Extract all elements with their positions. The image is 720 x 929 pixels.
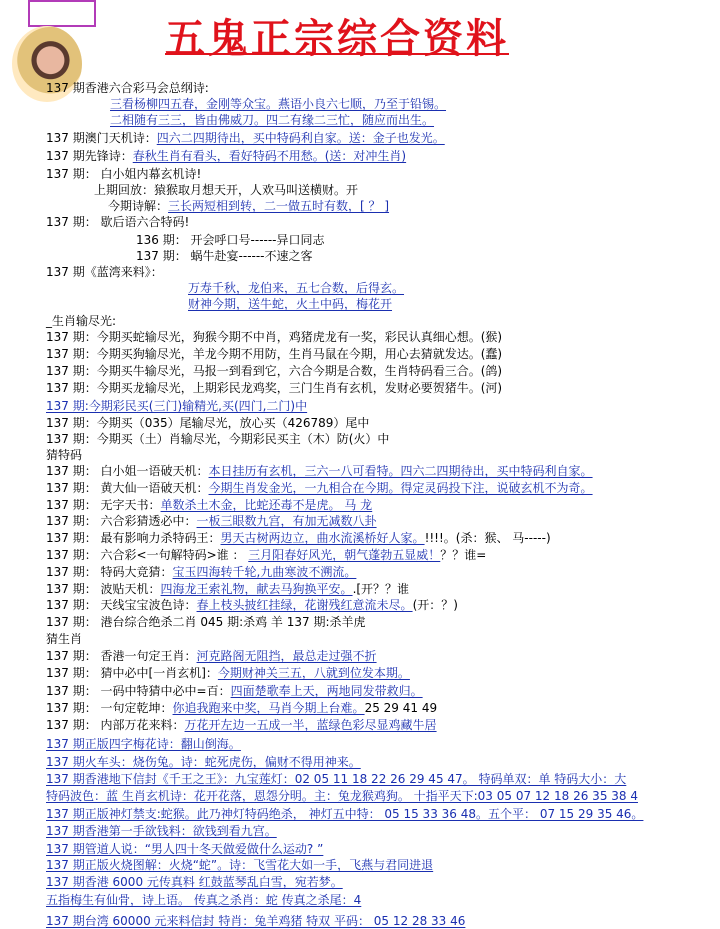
- line-link[interactable]: 四六二四期待出，买中特码利自家。送：金子也发光。: [156, 131, 445, 145]
- line-suffix: 25 29 41 49: [364, 701, 438, 715]
- line-label: 137 期香港 6000 元传真料 红鼓蓝琴乱白雪，宛若梦。: [46, 875, 343, 889]
- text-line: [110, 112, 434, 128]
- line-label: 137 期： 最有影响力杀特码王：: [46, 531, 221, 545]
- text-line: [46, 648, 377, 664]
- line-label: 137 期： 天线宝宝波色诗：: [46, 598, 197, 612]
- line-label: 137 期：今期买蛇输尽光，狗猴今期不中肖，鸡猪虎龙有一奖，彩民认真细心想。(猴): [46, 330, 503, 344]
- text-line[interactable]: [46, 736, 241, 752]
- line-link[interactable]: 四面楚歌奉上天，两地同发带救归。: [230, 684, 423, 698]
- text-line[interactable]: [46, 892, 361, 908]
- line-label: 137 期澳门天机诗：: [46, 131, 157, 145]
- text-line: [188, 296, 392, 312]
- line-label: 三看杨柳四五春，金刚等众宝。燕语小良六七顺，乃至于铅锡。: [110, 97, 447, 111]
- line-label: 二相随有三三，皆由佛威刀。四二有缘二三忙，随应而出生。: [110, 113, 435, 127]
- line-label: 137 期：今期买（土）肖输尽光，今期彩民买主（木）防(火）中: [46, 432, 390, 446]
- line-label: 136 期： 开会呼口号------异口同志: [136, 233, 325, 247]
- text-line: [46, 700, 437, 716]
- text-line: [46, 564, 356, 580]
- line-label: 137 期： 内部万花来料：: [46, 718, 185, 732]
- line-suffix: .[开？？谁: [352, 582, 410, 596]
- line-link[interactable]: 春上枝头披红挂绿，花谢残红意流未尽。: [196, 598, 413, 612]
- line-label: 137 期： 六合彩<一句解特码>谁 ：: [46, 548, 249, 562]
- line-label: 137 期火车头：烧伤兔。诗：蛇死虎伤，偏财不得用神来。: [46, 755, 361, 769]
- line-suffix: ？？谁=: [440, 548, 487, 562]
- text-line: [46, 480, 593, 496]
- text-line: [46, 665, 410, 681]
- text-line: [46, 80, 209, 96]
- text-line: [46, 530, 551, 546]
- text-line: [46, 463, 593, 479]
- text-line[interactable]: [46, 857, 433, 873]
- text-line: [46, 313, 116, 329]
- line-label: 137 期： 蜗牛赴宴------不速之客: [136, 249, 313, 263]
- line-label: 137 期： 白小姐内幕玄机诗!: [46, 167, 202, 181]
- text-line: [46, 148, 406, 164]
- line-link[interactable]: 万花开左边一五成一半，蓝绿色彩尽显鸡藏牛居: [184, 718, 437, 732]
- text-line[interactable]: [46, 771, 626, 787]
- text-line: [108, 198, 389, 214]
- line-link[interactable]: 四海龙王索礼物，献去马狗换平安。: [160, 582, 353, 596]
- text-line: [46, 380, 502, 396]
- line-link[interactable]: 本日挂历有玄机，三六一八可看特。四六二四期待出，买中特码利自家。: [208, 464, 593, 478]
- line-label: 137 期香港第一手欲钱料：欲钱到看九宫。: [46, 824, 277, 838]
- line-link[interactable]: 今期生肖发金光，一九相合在今期。得定灵码投下注，说破玄机不为奇。: [208, 481, 593, 495]
- text-line: [136, 232, 325, 248]
- line-label: 137 期： 黄大仙一语破天机：: [46, 481, 209, 495]
- text-line: [46, 166, 201, 182]
- text-line: [46, 631, 82, 647]
- line-label: 137 期： 特码大竞猜：: [46, 565, 173, 579]
- line-label: 137 期： 猜中必中[一肖玄机]：: [46, 666, 218, 680]
- line-label: 137 期正版火烧图解：火烧“蛇”。诗：飞雪花大如一手，飞燕与君同进退: [46, 858, 434, 872]
- line-label: 137 期：今期买（035）尾输尽光，放心买（426789）尾中: [46, 416, 370, 430]
- line-label: 137 期先锋诗：: [46, 149, 133, 163]
- text-line: [110, 96, 446, 112]
- text-line: [46, 431, 389, 447]
- text-line: [46, 214, 189, 230]
- line-label: 猜特码: [46, 448, 83, 462]
- line-link[interactable]: 你追我跑来中奖，马肖今期上台难。: [172, 701, 365, 715]
- text-line: [188, 280, 404, 296]
- text-line: [46, 130, 445, 146]
- line-label: 137 期管道人说：“男人四十冬天做爱做什么运动? ”: [46, 842, 324, 856]
- line-label: 137 期:今期彩民买(三门)输精光,买(四门,二门)中: [46, 399, 308, 413]
- text-line[interactable]: [46, 788, 638, 804]
- text-line: [46, 398, 307, 414]
- text-line: [46, 363, 502, 379]
- text-line: [46, 717, 437, 733]
- line-label: 财神今期，送牛蛇，火土中码，梅花开: [188, 297, 393, 311]
- line-link[interactable]: 男天古树两边立，曲水流溪桥好人家。: [220, 531, 425, 545]
- text-line: [46, 614, 366, 630]
- text-line: [136, 248, 313, 264]
- line-label: 137 期： 六合彩猜透必中：: [46, 514, 197, 528]
- line-label: 137 期： 香港一句定王肖：: [46, 649, 197, 663]
- line-label: 137 期： 一码中特猜中必中=百：: [46, 684, 231, 698]
- line-label: 上期回放：猿猴取月想天开，人欢马叫送横财。开: [94, 183, 359, 197]
- line-label: 137 期： 一句定乾坤：: [46, 701, 173, 715]
- text-line[interactable]: [46, 754, 361, 770]
- line-label: 137 期香港地下信封《千王之王》：九宝莲灯：02 05 11 18 22 26 29 45 47。 特码单双：单 特码大小：大: [46, 772, 627, 786]
- line-label: 五指梅生有仙骨，诗上语。 传真之杀肖：蛇 传真之杀尾：4: [46, 893, 362, 907]
- text-line: [46, 513, 377, 529]
- line-label: 137 期：今期买牛输尽光，马报一到看到它，六合今期是合数，生肖特码看三合。(鸽): [46, 364, 503, 378]
- page-title: 五鬼正宗综合资料: [165, 15, 509, 62]
- line-label: 137 期： 无字天书：: [46, 498, 161, 512]
- text-line: [46, 581, 409, 597]
- line-link[interactable]: 宝玉四海转千轮,九曲寒波不溯流。: [172, 565, 357, 579]
- line-label: 137 期《蓝湾来料》：: [46, 265, 163, 279]
- line-link[interactable]: 三月阳春好风光，朝气蓬勃五显威！: [248, 548, 441, 562]
- text-line: [46, 683, 423, 699]
- line-link[interactable]: 一板三眼数九宫，有加无减数八卦: [196, 514, 377, 528]
- line-label: 今期诗解：: [108, 199, 169, 213]
- line-label: 137 期： 港台综合绝杀二肖 045 期:杀鸡 羊 137 期:杀羊虎: [46, 615, 366, 629]
- line-suffix: !!!!。(杀：猴、 马-----): [424, 531, 551, 545]
- line-label: 特码波色：蓝 生肖玄机诗：花开花落，恩怨分明。主：兔龙猴鸡狗。 十指平天下:03 05 07 12 18 26 35 38 4: [46, 789, 638, 803]
- line-label: 137 期正版神灯禁支:蛇猴。此乃神灯特码绝杀， 神灯五中特： 05 15 33 36 48。五个平： 07 15 29 35 46。: [46, 807, 644, 821]
- line-label: 137 期：今期买狗输尽光，羊龙今期不用防，生肖马鼠在今期，用心去猜就发达。(蠢): [46, 347, 503, 361]
- text-line: [46, 497, 372, 513]
- line-link[interactable]: 三长两短相到转，二一做五时有数，[ ？ ]: [168, 199, 390, 213]
- line-label: _生肖输尽光:: [46, 314, 117, 328]
- text-line[interactable]: [46, 874, 343, 890]
- text-line: [94, 182, 358, 198]
- text-line[interactable]: [46, 841, 323, 857]
- text-line: [46, 346, 502, 362]
- text-line[interactable]: [46, 913, 465, 929]
- line-label: 137 期正版四字梅花诗：: [46, 737, 181, 751]
- line-link[interactable]: 单数杀土木金，比蛇还毒不是虎。 马 龙: [160, 498, 373, 512]
- header-box: [28, 0, 96, 27]
- text-line: [46, 447, 82, 463]
- line-label: 137 期：今期买龙输尽光，上期彩民龙鸡奖，三门生肖有玄机，发财必要贺猪牛。(河): [46, 381, 503, 395]
- line-link[interactable]: 春秋生肖有看头，看好特码不用愁。(送：对冲生肖): [132, 149, 407, 163]
- line-label: 137 期： 歇后语六合特码!: [46, 215, 190, 229]
- line-link[interactable]: 河克路阁无阻挡，最总走过强不折: [196, 649, 377, 663]
- text-line: [46, 329, 502, 345]
- line-label: 万寿千秋，龙伯来，五七合数，后得玄。: [188, 281, 405, 295]
- line-link[interactable]: 翻山倒海。: [180, 737, 241, 751]
- text-line: [46, 547, 486, 563]
- line-label: 137 期台湾 60000 元来料信封 特肖：兔羊鸡猪 特双 平码： 05 12 28 33 46: [46, 914, 466, 928]
- line-label: 137 期： 白小姐一语破天机：: [46, 464, 209, 478]
- line-label: 137 期： 波贴天机：: [46, 582, 161, 596]
- text-line[interactable]: [46, 806, 643, 822]
- text-line: [46, 415, 369, 431]
- line-label: 137 期香港六合彩马会总纲诗:: [46, 81, 209, 95]
- text-line: [46, 264, 163, 280]
- line-suffix: (开：？): [412, 598, 458, 612]
- text-line[interactable]: [46, 823, 277, 839]
- line-link[interactable]: 今期财神关三五，八就到位发本期。: [217, 666, 410, 680]
- line-label: 猜生肖: [46, 632, 83, 646]
- text-line: [46, 597, 458, 613]
